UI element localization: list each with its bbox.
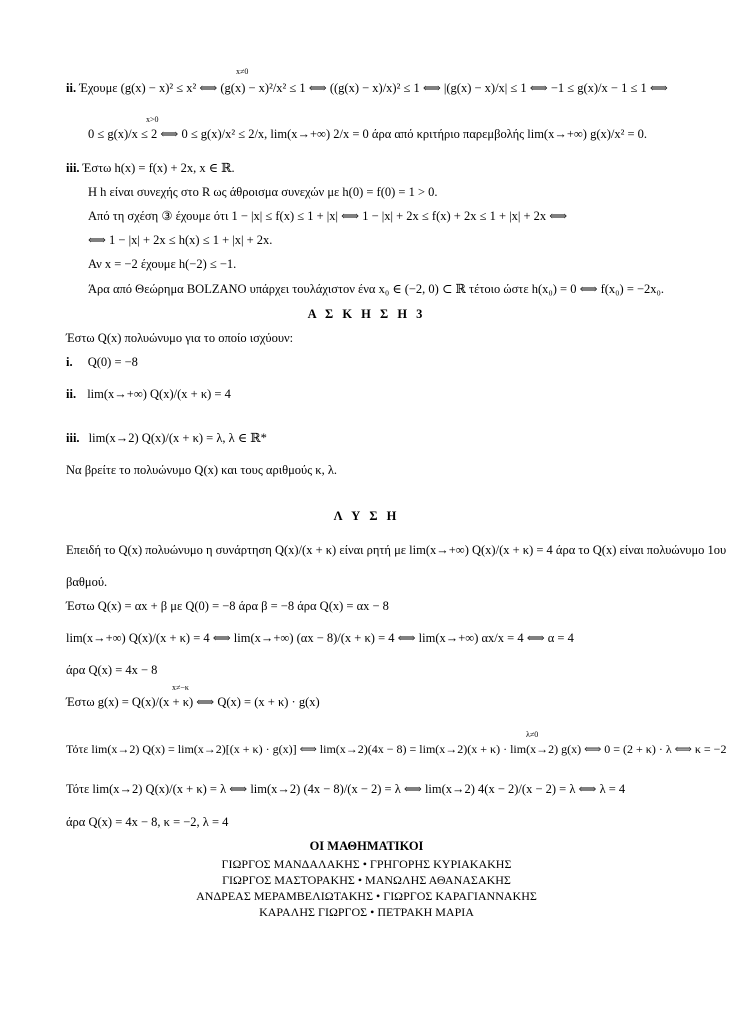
part-iii-line-3: Από τη σχέση ③ έχουμε ότι 1 − |x| ≤ f(x) ≤ 1 + |x| ⟺ 1 − |x| + 2x ≤ f(x) + 2x ≤ 1 + |x| + 2x ⟺ [88, 209, 568, 223]
part-ii-line-1 [66, 80, 668, 96]
exercise-item-2-text: lim(x→+∞) Q(x)/(x + κ) = 4 [87, 387, 231, 401]
part-iii-line-6: Άρα από Θεώρημα BOLZANO υπάρχει τουλάχιστον ένα x₀ ∈ (−2, 0) ⊂ ℝ τέτοιο ώστε h(x₀) = 0 ⟺ f(x₀) = −2x₀. [88, 282, 665, 296]
part-iii-line-4: ⟺ 1 − |x| + 2x ≤ h(x) ≤ 1 + |x| + 2x. [88, 233, 273, 247]
solution-line-6: Έστω g(x) = Q(x)/(x + κ) ⟺ Q(x) = (x + κ) · g(x) [66, 695, 320, 709]
authors-line-3: ΑΝΔΡΕΑΣ ΜΕΡΑΜΒΕΛΙΩΤΑΚΗΣ • ΓΙΩΡΓΟΣ ΚΑΡΑΓΙΑΝΝΑΚΗΣ [196, 889, 537, 903]
part-iii-line-2: Η h είναι συνεχής στο R ως άθροισμα συνεχών με h(0) = f(0) = 1 > 0. [88, 185, 438, 199]
part-ii-label: ii. [66, 81, 77, 95]
part-iii-label: iii. [66, 161, 80, 175]
solution-condition-7: λ≠0 [526, 730, 539, 739]
part-ii-equation-2: 0 ≤ g(x)/x ≤ 2 ⟺ 0 ≤ g(x)/x² ≤ 2/x, lim(x→+∞) 2/x = 0 άρα από κριτήριο παρεμβολής lim(x→+∞) g(x)/x² = 0. [88, 127, 648, 141]
part-iii-line-1 [66, 160, 235, 176]
exercise-item-1 [66, 354, 138, 370]
solution-title: Λ Υ Σ Η [333, 509, 400, 523]
exercise-item-3-label: iii. [66, 431, 80, 445]
solution-condition-6: x≠−κ [172, 683, 189, 692]
part-iii-text-1: Έστω h(x) = f(x) + 2x, x ∈ ℝ. [82, 161, 235, 175]
authors-line-4: ΚΑΡΑΛΗΣ ΓΙΩΡΓΟΣ • ΠΕΤΡΑΚΗ ΜΑΡΙΑ [259, 905, 474, 919]
exercise-item-2-label: ii. [66, 387, 77, 401]
part-ii-condition-1: x≠0 [236, 67, 249, 76]
exercise-item-2 [66, 386, 231, 402]
exercise-item-3-text: lim(x→2) Q(x)/(x + κ) = λ, λ ∈ ℝ* [88, 431, 267, 445]
exercise-item-1-text: Q(0) = −8 [87, 355, 138, 369]
solution-line-2: βαθμού. [66, 575, 108, 589]
exercise-question: Να βρείτε το πολυώνυμο Q(x) και τους αριθμούς κ, λ. [66, 463, 338, 477]
solution-line-8: Τότε lim(x→2) Q(x)/(x + κ) = λ ⟺ lim(x→2) (4x − 8)/(x − 2) = λ ⟺ lim(x→2) 4(x − 2)/(x − 2) = λ ⟺ λ = 4 [66, 782, 626, 796]
part-ii-equation-1: Έχουμε (g(x) − x)² ≤ x² ⟺ (g(x) − x)²/x² ≤ 1 ⟺ ((g(x) − x)/x)² ≤ 1 ⟺ |(g(x) − x)/x| ≤ 1 ⟺ −1 ≤ g(x)/x − 1 ≤ 1 ⟺ [79, 81, 668, 95]
part-iii-line-5: Αν x = −2 έχουμε h(−2) ≤ −1. [88, 257, 237, 271]
exercise-item-3 [66, 430, 267, 446]
solution-line-9: άρα Q(x) = 4x − 8, κ = −2, λ = 4 [66, 815, 229, 829]
part-ii-condition-2: x>0 [146, 115, 159, 124]
exercise-title: Α Σ Κ Η Σ Η 3 [307, 307, 426, 321]
solution-line-4: lim(x→+∞) Q(x)/(x + κ) = 4 ⟺ lim(x→+∞) (αx − 8)/(x + κ) = 4 ⟺ lim(x→+∞) αx/x = 4 ⟺ α = 4 [66, 631, 574, 645]
authors-line-1: ΓΙΩΡΓΟΣ ΜΑΝΔΑΛΑΚΗΣ • ΓΡΗΓΟΡΗΣ ΚΥΡΙΑΚΑΚΗΣ [221, 857, 512, 871]
solution-line-5: άρα Q(x) = 4x − 8 [66, 663, 158, 677]
authors-title: ΟΙ ΜΑΘΗΜΑΤΙΚΟΙ [309, 839, 424, 853]
exercise-item-1-label: i. [66, 355, 73, 369]
part-ii-line-2 [88, 126, 647, 142]
exercise-intro: Έστω Q(x) πολυώνυμο για το οποίο ισχύουν: [66, 331, 294, 345]
solution-line-7: Τότε lim(x→2) Q(x) = lim(x→2)[(x + κ) · g(x)] ⟺ lim(x→2)(4x − 8) = lim(x→2)(x + κ) · lim(x→2) g(x) ⟺ 0 = (2 + κ) · λ ⟺ κ = −2 [66, 742, 727, 756]
solution-line-3: Έστω Q(x) = αx + β με Q(0) = −8 άρα β = −8 άρα Q(x) = αx − 8 [66, 599, 389, 613]
solution-line-1: Επειδή το Q(x) πολυώνυμο η συνάρτηση Q(x)/(x + κ) είναι ρητή με lim(x→+∞) Q(x)/(x + κ) = 4 άρα το Q(x) είναι πολυώνυμο 1ου [66, 543, 727, 557]
authors-line-2: ΓΙΩΡΓΟΣ ΜΑΣΤΟΡΑΚΗΣ • ΜΑΝΩΛΗΣ ΑΘΑΝΑΣΑΚΗΣ [222, 873, 511, 887]
